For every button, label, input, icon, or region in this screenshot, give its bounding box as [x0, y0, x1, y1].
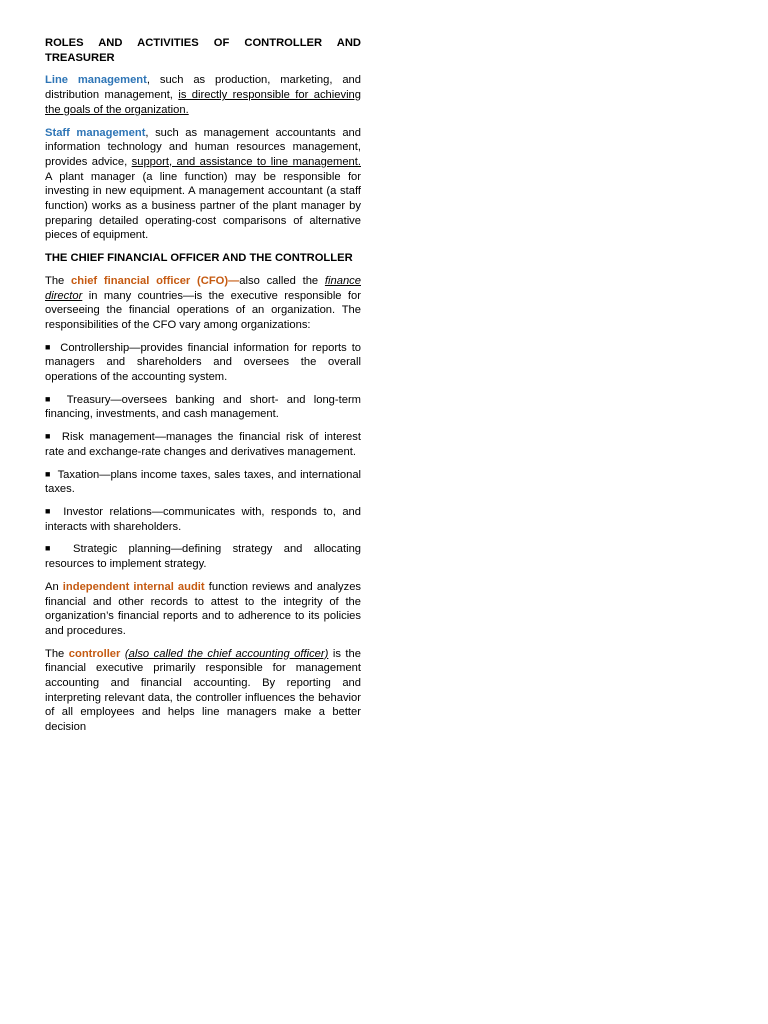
term-cfo: chief financial officer (CFO)— [71, 274, 240, 287]
bullet-text: —provides financial information for reports to managers and shareholders and oversees the overall operations of the accounting system. [45, 341, 362, 384]
bullet-text: —manages the financial risk of interest rate and exchange-rate changes and derivatives management. [45, 431, 361, 458]
bullet-icon: ■ [45, 431, 54, 442]
paragraph-controller [45, 647, 361, 735]
bullet-icon: ■ [45, 505, 54, 516]
paragraph-cfo [45, 274, 361, 333]
bullet-term: Taxation [57, 468, 100, 481]
paragraph-line-management [45, 73, 361, 117]
text: function reviews and analyzes financial and other records to attest to the integrity of the organization’s financial reports and to adherence to its policies and procedures. [45, 580, 362, 637]
bullet-term: Risk management [61, 431, 155, 444]
text: , such as management accountants and information technology and human resources management, provides advice, [45, 126, 361, 168]
term-line-management: Line management [45, 74, 147, 87]
section-heading-cfo: THE CHIEF FINANCIAL OFFICER AND THE CONTROLLER [45, 252, 353, 265]
bullet-icon: ■ [45, 341, 53, 352]
text: , such as production, marketing, and distribution management, [45, 74, 361, 102]
paragraph-internal-audit [45, 580, 361, 639]
text: The [45, 647, 69, 660]
bullet-text: —oversees banking and short- and long-term financing, investments, and cash management. [45, 393, 361, 421]
underlined-text: is directly responsible for achieving the goals of the organization. [45, 89, 361, 116]
bullet-item [45, 505, 361, 534]
paragraph-staff-management [45, 126, 361, 244]
bullet-icon: ■ [45, 543, 59, 554]
term-staff-management: Staff management [45, 126, 146, 139]
text: in many countries—is the executive responsible for overseeing the financial operations of an organization. The responsibilities of the CFO vary among organizations: [45, 289, 361, 331]
text: is the financial executive primarily responsible for management accounting and financial accounting. By reporting and interpreting relevant data, the controller influences the behavior of all employees and helps line managers make a better decision [45, 647, 361, 734]
text: also called the [239, 274, 325, 287]
bullet-term: Controllership [60, 341, 130, 354]
bullet-text: —plans income taxes, sales taxes, and international taxes. [45, 468, 362, 496]
italic-underlined-text: finance director [45, 274, 361, 302]
bullet-item [45, 393, 361, 422]
term-controller: controller [68, 647, 121, 660]
bullet-item [45, 468, 361, 497]
bullet-term: Treasury [66, 393, 111, 406]
bullet-term: Investor relations [63, 505, 152, 518]
text: An [45, 580, 63, 593]
text: A plant manager (a line function) may be responsible for investing in new equipment. A management accountant (a staff function) works as a business partner of the plant manager by preparing detailed operating-cost comparisons of alternative pieces of equipment. [45, 170, 361, 242]
bullet-icon: ■ [45, 468, 52, 479]
underlined-text: support, and assistance to line management. [131, 155, 361, 168]
bullet-text: —communicates with, responds to, and interacts with shareholders. [45, 505, 361, 533]
bullet-item [45, 430, 361, 459]
section-heading-roles: ROLES AND ACTIVITIES OF CONTROLLER AND TREASURER [45, 37, 361, 64]
bullet-item [45, 341, 361, 385]
text: The [45, 274, 72, 287]
bullet-item [45, 542, 361, 571]
bullet-text: —defining strategy and allocating resources to implement strategy. [45, 543, 362, 571]
document-page [45, 36, 361, 743]
bullet-term: Strategic planning [73, 543, 171, 556]
bullet-icon: ■ [45, 393, 56, 404]
italic-underlined-text: (also called the chief accounting officer) [124, 647, 329, 660]
term-internal-audit: independent internal audit [62, 580, 205, 593]
